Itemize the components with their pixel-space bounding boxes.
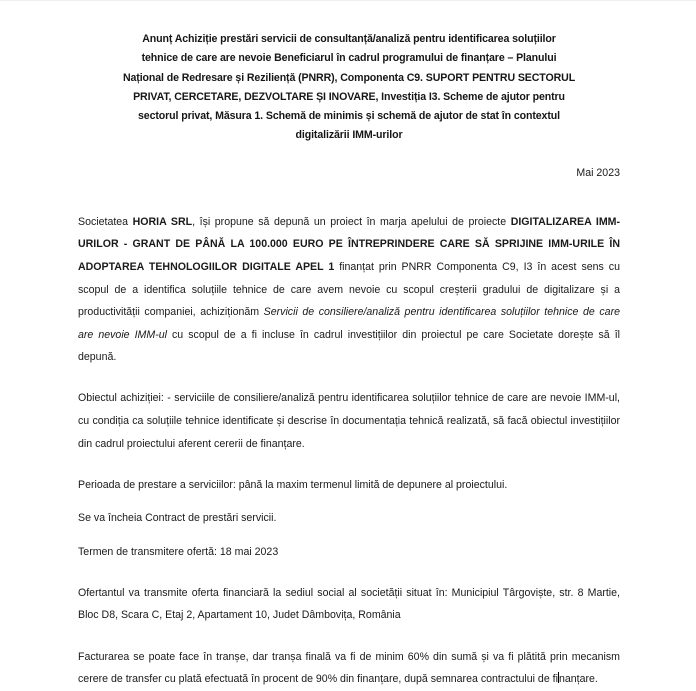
p1-segment-7: cu scopul de a fi incluse în cadrul investițiilor din proiectul pe care Societate dorește să îl depună. — [78, 328, 621, 364]
paragraph-company-intent — [78, 211, 620, 369]
p1-segment-3: , își propune să depună un proiect în marja apelului de proiecte — [192, 215, 511, 228]
paragraph-offer-deadline: Termen de transmitere ofertă: 18 mai 2023 — [78, 545, 279, 558]
paragraph-offer-address: Ofertantul va transmite oferta financiară la sediul social al societății situat în: Municipiul Târgoviște, str. 8 Martie, Bloc D8, Scara C, Etaj 2, Apartament 10, Judet Dâmbovița, România — [78, 586, 620, 622]
paragraph-service-period: Perioada de prestare a serviciilor: până la maxim termenul limită de depunere al proiectului. — [78, 478, 508, 491]
p1-company-name: HORIA SRL — [132, 215, 193, 228]
p7-text-after-caret: nanțare. — [558, 673, 598, 686]
paragraph-purchase-object: Obiectul achiziției: - serviciile de consiliere/analiză pentru identificarea soluțiilor tehnice de care are nevoie IMM-ul, cu condiția ca soluțiile tehnice identificate și descrise în documentația tehnică realizată, să facă obiectul investițiilor din cadrul proiectului aferent cererii de finanțare. — [78, 392, 620, 450]
document-title — [78, 30, 620, 146]
p1-segment-5: finanțat prin PNRR Componenta C9, I3 în acest sens cu scopul de a identifica soluțiile tehnice de care avem nevoie cu scopul creșterii gradului de digitalizare și a productivității companiei, achiziționăm — [78, 260, 620, 319]
title-line-4: PRIVAT, CERCETARE, DEZVOLTARE ȘI INOVARE, Investiția I3. Scheme de ajutor pentru — [133, 90, 565, 103]
p1-programme-name: DIGITALIZAREA IMM-URILOR - GRANT DE PÂNĂ LA 100.000 EURO PE ÎNTREPRINDERE CARE SĂ SPRIJINE IMM-URILE ÎN ADOPTAREA TEHNOLOGIILOR DIGITALE APEL 1 — [78, 215, 621, 273]
paragraph-invoicing-terms — [78, 646, 620, 691]
p1-segment-1: Societatea — [78, 215, 133, 228]
p7-text-before-caret: Facturarea se poate face în tranșe, dar tranșa finală va fi de minim 60% din sumă și va fi plătită prin mecanism cerere de transfer cu plată efectuată în procent de 90% din finanțare, după semnarea contractului de fi — [78, 650, 620, 686]
title-line-5: sectorul privat, Măsura 1. Schemă de minimis și schemă de ajutor de stat în contextul — [138, 110, 560, 123]
p1-service-name: Servicii de consiliere/analiză pentru identificarea soluțiilor tehnice de care are nevoie IMM-ul — [78, 306, 620, 341]
document-body — [78, 1, 620, 691]
title-line-2: tehnice de care are nevoie Beneficiarul în cadrul programului de finanțare – Planului — [141, 52, 557, 65]
title-line-3: Național de Redresare și Reziliență (PNRR), Componenta C9. SUPORT PENTRU SECTORUL — [122, 71, 576, 84]
document-date: Mai 2023 — [576, 166, 620, 179]
title-line-1: Anunț Achiziție prestări servicii de consultanță/analiză pentru identificarea soluțiilor — [142, 33, 556, 45]
title-line-6: digitalizării IMM-urilor — [295, 129, 403, 142]
paragraph-contract-note: Se va încheia Contract de prestări servicii. — [78, 512, 277, 525]
